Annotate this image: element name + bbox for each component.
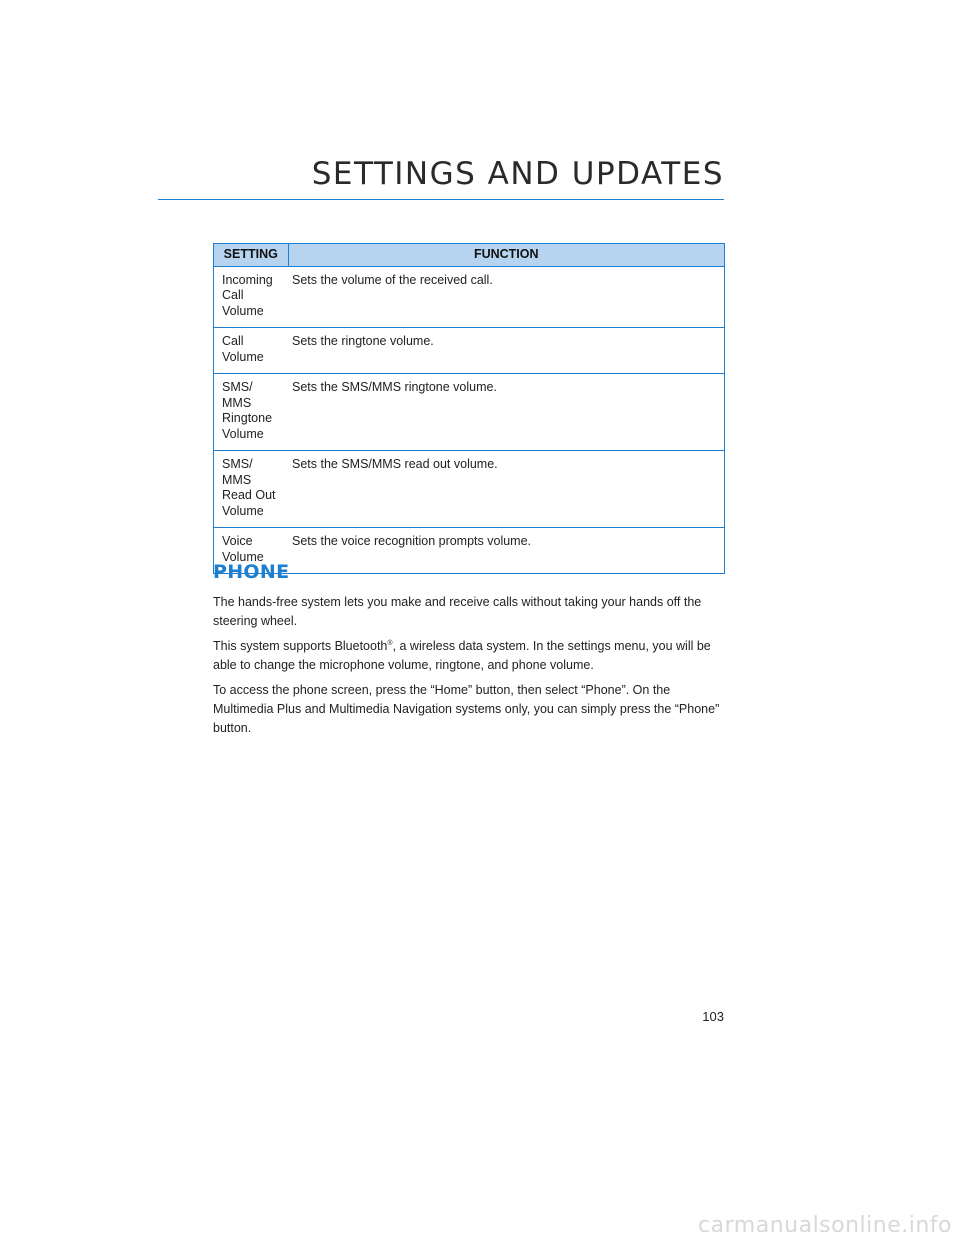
phone-paragraph-3: To access the phone screen, press the “Home” button, then select “Phone”. On the Multimedia Plus and Multimedia Navigation systems only, you can simply press the “Phone” button. [213,683,720,735]
phone-body-text [213,593,728,744]
section-title: SETTINGS AND UPDATES [311,156,724,192]
table-row [214,528,725,574]
settings-table [213,243,725,574]
phone-heading: PHONE [213,561,290,583]
table-row [214,374,725,451]
phone-paragraph-1: The hands-free system lets you make and receive calls without taking your hands off the steering wheel. [213,595,702,628]
column-header-setting: SETTING [214,244,289,267]
setting-cell: SMS/ MMS Read Out Volume [214,451,289,528]
function-cell: Sets the ringtone volume. [288,328,725,374]
page-number: 103 [702,1009,724,1024]
setting-cell: SMS/ MMS Ringtone Volume [214,374,289,451]
setting-cell: Incoming Call Volume [214,266,289,328]
phone-paragraph-2 [213,637,728,675]
column-header-function: FUNCTION [288,244,725,267]
setting-cell: Voice Volume [214,528,289,574]
function-cell: Sets the volume of the received call. [288,266,725,328]
table-row [214,328,725,374]
phone-paragraph-2-start: This system supports Bluetooth [213,639,388,653]
table-header-row [214,244,725,267]
phone-paragraph-2-end: , a wireless data system. In the settings menu, you will be able to change the microphone volume, ringtone, and phone volume. [213,639,711,672]
function-cell: Sets the SMS/MMS read out volume. [288,451,725,528]
function-cell: Sets the SMS/MMS ringtone volume. [288,374,725,451]
setting-cell: Call Volume [214,328,289,374]
watermark-text: carmanualsonline.info [698,1213,952,1238]
table-row [214,451,725,528]
title-divider [158,199,724,200]
table-row [214,266,725,328]
function-cell: Sets the voice recognition prompts volume. [288,528,725,574]
registered-mark: ® [387,639,393,647]
